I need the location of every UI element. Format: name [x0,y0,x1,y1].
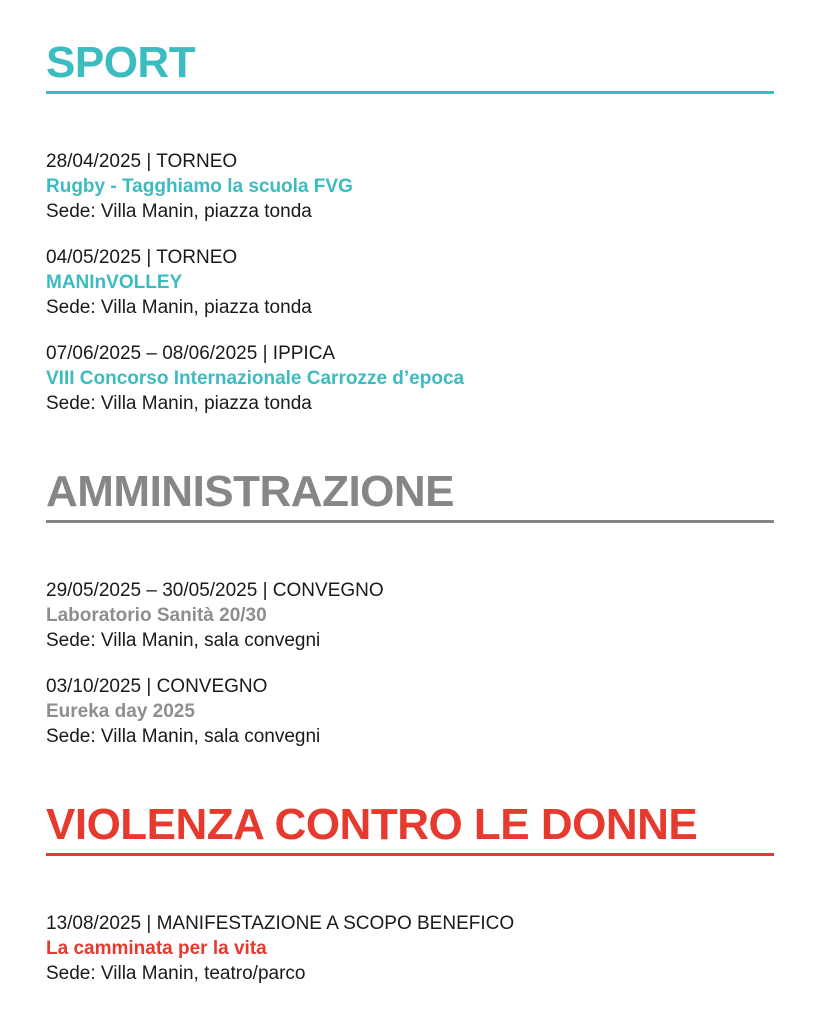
event-item [46,674,774,749]
event-date-type: 04/05/2025 | TORNEO [46,247,238,268]
event-item [46,149,774,224]
section-divider [46,853,774,856]
event-item [46,341,774,416]
event-venue: Sede: Villa Manin, piazza tonda [46,393,312,414]
event-name: MANInVOLLEY [46,272,183,293]
event-date-type: 07/06/2025 – 08/06/2025 | IPPICA [46,343,336,364]
event-venue: Sede: Villa Manin, teatro/parco [46,963,306,984]
section-title: VIOLENZA CONTRO LE DONNE [46,800,698,849]
event-name: VIII Concorso Internazionale Carrozze d’epoca [46,368,465,389]
event-date-type: 29/05/2025 – 30/05/2025 | CONVEGNO [46,580,384,601]
section-title: SPORT [46,38,196,87]
event-venue: Sede: Villa Manin, piazza tonda [46,297,312,318]
event-date-type: 03/10/2025 | CONVEGNO [46,676,268,697]
event-list [46,578,774,749]
event-item [46,578,774,653]
event-name: Rugby - Tagghiamo la scuola FVG [46,176,353,197]
event-list [46,911,774,986]
event-item [46,911,774,986]
section-divider [46,520,774,523]
event-venue: Sede: Villa Manin, piazza tonda [46,201,312,222]
event-venue: Sede: Villa Manin, sala convegni [46,630,321,651]
section-title: AMMINISTRAZIONE [46,467,455,516]
event-venue: Sede: Villa Manin, sala convegni [46,726,321,747]
event-item [46,245,774,320]
section-amministrazione [46,468,774,770]
section-sport [46,39,774,437]
event-list [46,149,774,416]
section-divider [46,91,774,94]
section-violenza-contro-le-donne [46,801,774,1007]
event-name: La camminata per la vita [46,938,267,959]
event-name: Eureka day 2025 [46,701,195,722]
event-name: Laboratorio Sanità 20/30 [46,605,267,626]
event-date-type: 13/08/2025 | MANIFESTAZIONE A SCOPO BENEFICO [46,913,515,934]
event-date-type: 28/04/2025 | TORNEO [46,151,238,172]
